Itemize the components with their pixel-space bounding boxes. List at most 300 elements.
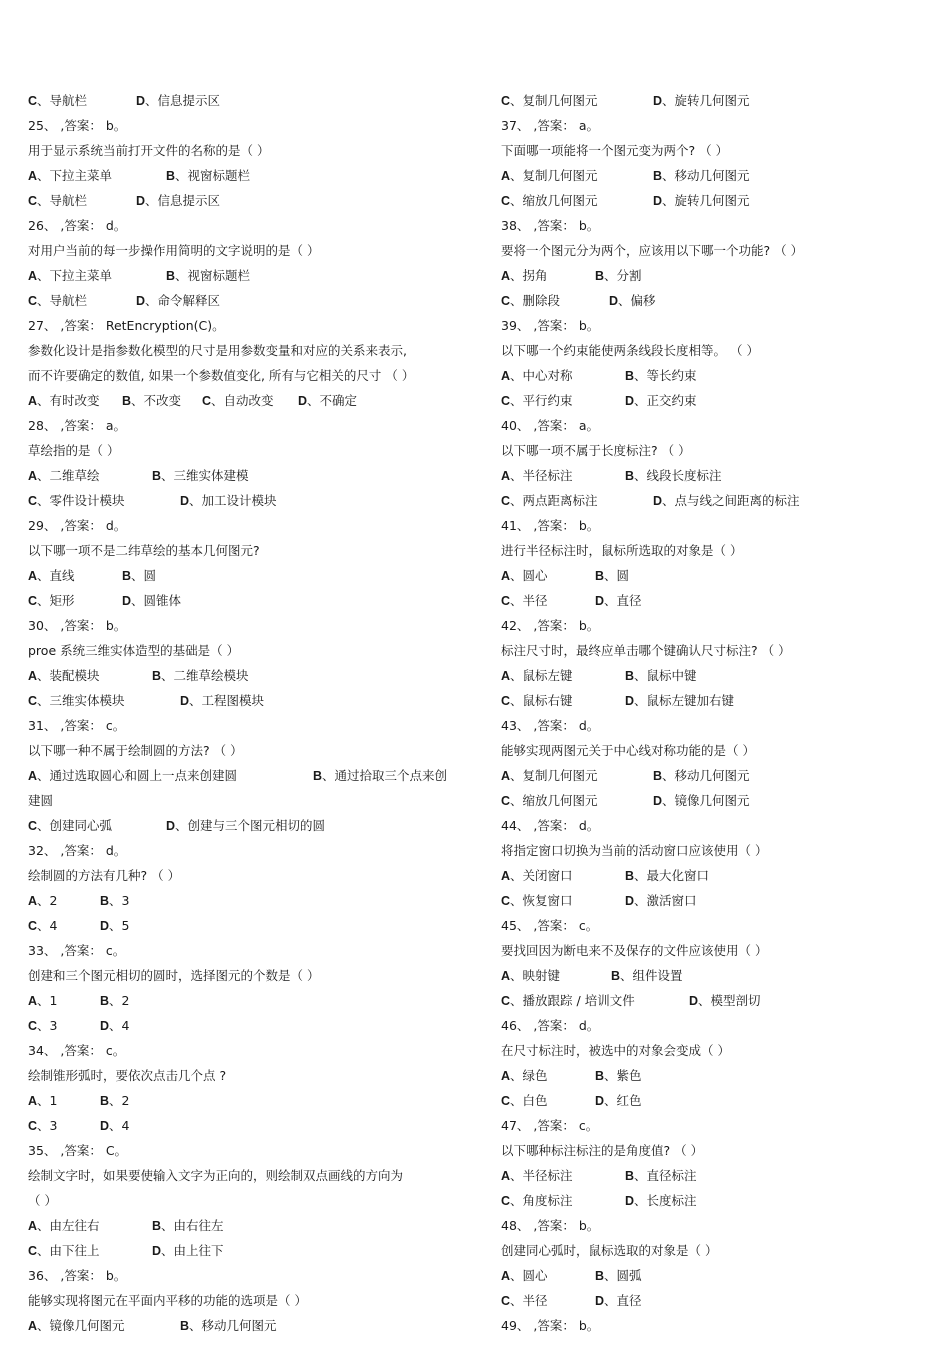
- option-letter: D: [625, 1194, 635, 1208]
- option-letter: B: [653, 169, 663, 183]
- option-item: [180, 488, 277, 514]
- option-letter: C: [501, 394, 511, 408]
- question-text: 进行半径标注时，鼠标所选取的对象是（ ）: [501, 543, 743, 558]
- options-row: [501, 663, 921, 688]
- option-item: [501, 88, 598, 114]
- options-row: [28, 988, 478, 1013]
- option-label: 、移动几何图元: [189, 1318, 277, 1333]
- option-item: [28, 1013, 57, 1039]
- option-letter: C: [28, 294, 38, 308]
- option-letter: D: [595, 1094, 605, 1108]
- options-row: [28, 588, 478, 613]
- options-row: [501, 988, 921, 1013]
- option-item: [152, 663, 249, 689]
- option-item: [180, 1313, 277, 1339]
- option-label: 、鼠标中键: [634, 668, 697, 683]
- options-row: [28, 888, 478, 913]
- question-text: 以下哪一项不是二纬草绘的基本几何图元?: [28, 543, 260, 558]
- option-label: 、偏移: [618, 293, 656, 308]
- option-label: 、由上往下: [161, 1243, 224, 1258]
- option-letter: C: [501, 1094, 511, 1108]
- option-letter: B: [625, 369, 635, 383]
- option-label: 、3: [37, 1018, 58, 1033]
- question-text: 能够实现将图元在平面内平移的功能的选项是（ ）: [28, 1293, 307, 1308]
- answer-line: 26、 ,答案： d。: [28, 218, 127, 233]
- option-label: 、2: [37, 893, 58, 908]
- option-letter: D: [136, 194, 146, 208]
- options-row: [501, 263, 921, 288]
- option-letter: A: [28, 894, 38, 908]
- option-label: 、半径: [510, 1293, 548, 1308]
- option-item: [28, 563, 75, 589]
- option-letter: D: [122, 594, 132, 608]
- options-row: [28, 763, 478, 788]
- options-row: [501, 288, 921, 313]
- option-letter: D: [180, 494, 190, 508]
- options-row: [501, 488, 921, 513]
- options-row: [28, 1238, 478, 1263]
- option-item: [501, 688, 573, 714]
- question-text: （ ）: [28, 1193, 57, 1208]
- option-label: 、半径标注: [510, 1168, 573, 1183]
- option-letter: D: [595, 594, 605, 608]
- option-label: 、不确定: [307, 393, 358, 408]
- option-label: 、导航栏: [37, 193, 88, 208]
- answer-line: 28、 ,答案： a。: [28, 418, 126, 433]
- option-label: 、镜像几何图元: [662, 793, 750, 808]
- option-label: 、镜像几何图元: [37, 1318, 125, 1333]
- option-label: 、模型剖切: [698, 993, 761, 1008]
- answer-line: 48、 ,答案： b。: [501, 1218, 600, 1233]
- option-label: 、三维实体建模: [161, 468, 249, 483]
- question-text: 对用户当前的每一步操作用简明的文字说明的是（ ）: [28, 243, 320, 258]
- option-label: 、正交约束: [634, 393, 697, 408]
- question-text: 以下哪一种不属于绘制圆的方法? （ ）: [28, 743, 243, 758]
- option-label: 、移动几何图元: [662, 168, 750, 183]
- option-label: 、导航栏: [37, 93, 88, 108]
- option-label: 、零件设计模块: [37, 493, 125, 508]
- question-text: 用于显示系统当前打开文件的名称的是（ ）: [28, 143, 270, 158]
- option-item: [28, 488, 125, 514]
- option-letter: D: [100, 1019, 110, 1033]
- option-label: 、点与线之间距离的标注: [662, 493, 800, 508]
- options-row: [501, 1188, 921, 1213]
- options-row: [501, 588, 921, 613]
- option-letter: A: [28, 669, 38, 683]
- options-row: [28, 813, 478, 838]
- answer-line: 33、 ,答案： c。: [28, 943, 126, 958]
- option-letter: C: [28, 819, 38, 833]
- question-text: 参数化设计是指参数化模型的尺寸是用参数变量和对应的关系来表示,: [28, 343, 407, 358]
- option-item: [100, 913, 129, 939]
- question-text: 而不许要确定的数值, 如果一个参数值变化, 所有与它相关的尺寸 （ ）: [28, 368, 415, 383]
- option-label: 、1: [37, 993, 58, 1008]
- option-item: [28, 163, 112, 189]
- options-row: [28, 663, 478, 688]
- option-item: [625, 388, 697, 414]
- option-item: [100, 988, 129, 1014]
- option-label: 、三维实体模块: [37, 693, 125, 708]
- option-item: [501, 1188, 573, 1214]
- question-text: 绘制文字时，如果要使输入文字为正向的，则绘制双点画线的方向为: [28, 1168, 404, 1183]
- option-label: 、圆: [604, 568, 630, 583]
- option-letter: A: [501, 1269, 511, 1283]
- option-letter: C: [28, 494, 38, 508]
- options-row: [28, 188, 478, 213]
- option-item: [653, 163, 750, 189]
- answer-line: 31、 ,答案： c。: [28, 718, 126, 733]
- option-label: 、复制几何图元: [510, 768, 598, 783]
- option-label: 、导航栏: [37, 293, 88, 308]
- option-letter: B: [122, 394, 132, 408]
- option-letter: A: [501, 669, 511, 683]
- option-item: [28, 988, 57, 1014]
- answer-line: 43、 ,答案： d。: [501, 718, 600, 733]
- option-letter: C: [28, 1244, 38, 1258]
- answer-line: 40、 ,答案： a。: [501, 418, 599, 433]
- option-item: [501, 1163, 573, 1189]
- option-letter: A: [501, 1169, 511, 1183]
- question-text: 将指定窗口切换为当前的活动窗口应该使用（ ）: [501, 843, 768, 858]
- answer-line: 45、 ,答案： c。: [501, 918, 599, 933]
- option-label: 、1: [37, 1093, 58, 1108]
- option-item: [122, 388, 181, 414]
- options-row: [28, 1213, 478, 1238]
- option-item: [609, 288, 656, 314]
- option-letter: A: [28, 269, 38, 283]
- question-text: 要找回因为断电来不及保存的文件应该使用（ ）: [501, 943, 768, 958]
- option-item: [595, 1063, 642, 1089]
- option-label: 、创建同心弧: [37, 818, 113, 833]
- option-letter: D: [609, 294, 619, 308]
- option-label: 、移动几何图元: [662, 768, 750, 783]
- option-item: [653, 788, 750, 814]
- option-letter: D: [595, 1294, 605, 1308]
- answer-line: 32、 ,答案： d。: [28, 843, 127, 858]
- option-letter: C: [28, 594, 38, 608]
- option-label: 、4: [37, 918, 58, 933]
- options-row: [501, 888, 921, 913]
- option-item: [595, 1263, 642, 1289]
- answer-line: 39、 ,答案： b。: [501, 318, 600, 333]
- option-item: [28, 588, 75, 614]
- option-label: 、信息提示区: [145, 93, 221, 108]
- option-item: [136, 288, 220, 314]
- option-label: 、命令解释区: [145, 293, 221, 308]
- option-item: [28, 913, 57, 939]
- option-item: [501, 888, 573, 914]
- answer-line: 37、 ,答案： a。: [501, 118, 599, 133]
- option-letter: C: [28, 1019, 38, 1033]
- option-item: [28, 1238, 100, 1264]
- option-letter: B: [152, 1219, 162, 1233]
- option-label: 、删除段: [510, 293, 561, 308]
- option-letter: D: [100, 1119, 110, 1133]
- option-item: [625, 888, 697, 914]
- option-item: [28, 463, 100, 489]
- option-letter: C: [501, 894, 511, 908]
- option-label: 、关闭窗口: [510, 868, 573, 883]
- option-letter: B: [100, 994, 110, 1008]
- option-item: [28, 888, 57, 914]
- option-label: 、旋转几何图元: [662, 193, 750, 208]
- option-label: 、映射键: [510, 968, 561, 983]
- option-label: 、角度标注: [510, 1193, 573, 1208]
- option-letter: D: [653, 94, 663, 108]
- option-letter: A: [501, 869, 511, 883]
- options-row: [501, 188, 921, 213]
- option-item: [501, 1288, 548, 1314]
- option-letter: B: [595, 1269, 605, 1283]
- option-label: 、绿色: [510, 1068, 548, 1083]
- option-item: [166, 813, 325, 839]
- option-item: [595, 588, 642, 614]
- options-row: [28, 913, 478, 938]
- option-item: [625, 363, 697, 389]
- option-item: [501, 388, 573, 414]
- option-letter: D: [653, 194, 663, 208]
- option-letter: B: [100, 894, 110, 908]
- options-row: [501, 1263, 921, 1288]
- option-letter: B: [100, 1094, 110, 1108]
- option-label: 、2: [109, 993, 130, 1008]
- option-item: [501, 188, 598, 214]
- option-letter: D: [152, 1244, 162, 1258]
- option-label: 、紫色: [604, 1068, 642, 1083]
- option-label: 、中心对称: [510, 368, 573, 383]
- option-label: 、信息提示区: [145, 193, 221, 208]
- options-row: [28, 88, 478, 113]
- option-label: 、圆弧: [604, 1268, 642, 1283]
- option-letter: C: [501, 94, 511, 108]
- answer-line: 46、 ,答案： d。: [501, 1018, 600, 1033]
- option-letter: C: [28, 694, 38, 708]
- option-item: [595, 563, 629, 589]
- option-letter: A: [28, 1219, 38, 1233]
- option-letter: C: [28, 1119, 38, 1133]
- option-letter: A: [501, 769, 511, 783]
- options-row: [501, 963, 921, 988]
- option-label: 、4: [109, 1018, 130, 1033]
- option-label: 、复制几何图元: [510, 168, 598, 183]
- option-letter: B: [611, 969, 621, 983]
- option-label: 、鼠标左键: [510, 668, 573, 683]
- option-letter: C: [28, 94, 38, 108]
- option-label: 、下拉主菜单: [37, 168, 113, 183]
- option-label: 、通过拾取三个点来创: [322, 768, 448, 783]
- option-letter: A: [501, 269, 511, 283]
- option-label: 、旋转几何图元: [662, 93, 750, 108]
- answer-line: 44、 ,答案： d。: [501, 818, 600, 833]
- options-row: [28, 1013, 478, 1038]
- option-label: 、装配模块: [37, 668, 100, 683]
- option-label: 、由下往上: [37, 1243, 100, 1258]
- option-letter: C: [501, 1194, 511, 1208]
- option-item: [689, 988, 761, 1014]
- answer-line: 49、 ,答案： b。: [501, 1318, 600, 1333]
- option-label: 、平行约束: [510, 393, 573, 408]
- option-letter: B: [595, 569, 605, 583]
- option-letter: C: [28, 919, 38, 933]
- option-letter: C: [501, 994, 511, 1008]
- options-row: [501, 1063, 921, 1088]
- option-label: 、鼠标右键: [510, 693, 573, 708]
- option-label: 、下拉主菜单: [37, 268, 113, 283]
- option-letter: A: [501, 569, 511, 583]
- option-item: [595, 1288, 642, 1314]
- option-letter: C: [501, 194, 511, 208]
- option-letter: D: [166, 819, 176, 833]
- option-item: [501, 788, 598, 814]
- option-label: 、红色: [604, 1093, 642, 1108]
- option-item: [28, 288, 87, 314]
- option-letter: B: [595, 1069, 605, 1083]
- option-label: 、5: [109, 918, 130, 933]
- option-letter: C: [28, 194, 38, 208]
- option-item: [625, 1188, 697, 1214]
- option-item: [100, 1013, 129, 1039]
- answer-line: 38、 ,答案： b。: [501, 218, 600, 233]
- option-label: 、3: [109, 893, 130, 908]
- options-row: [501, 363, 921, 388]
- option-label: 、有时改变: [37, 393, 100, 408]
- option-letter: A: [28, 569, 38, 583]
- option-label: 、4: [109, 1118, 130, 1133]
- options-row: [28, 1313, 478, 1338]
- left-column: [28, 88, 478, 1338]
- option-label: 、2: [109, 1093, 130, 1108]
- option-item: [501, 663, 573, 689]
- option-item: [152, 1213, 224, 1239]
- option-letter: D: [689, 994, 699, 1008]
- option-item: [625, 863, 709, 889]
- options-row: [501, 563, 921, 588]
- option-letter: B: [122, 569, 132, 583]
- option-letter: D: [653, 794, 663, 808]
- options-row: [28, 563, 478, 588]
- option-letter: A: [501, 369, 511, 383]
- option-letter: A: [501, 169, 511, 183]
- option-label: 、半径标注: [510, 468, 573, 483]
- option-label: 、自动改变: [211, 393, 274, 408]
- option-letter: C: [501, 594, 511, 608]
- option-label: 、激活窗口: [634, 893, 697, 908]
- option-item: [313, 763, 447, 789]
- option-item: [100, 888, 129, 914]
- option-item: [501, 488, 598, 514]
- question-text: 能够实现两图元关于中心线对称功能的是（ ）: [501, 743, 755, 758]
- option-item: [100, 1113, 129, 1139]
- option-letter: D: [100, 919, 110, 933]
- option-letter: A: [501, 1069, 511, 1083]
- option-item: [152, 463, 249, 489]
- answer-line: 30、 ,答案： b。: [28, 618, 127, 633]
- option-letter: B: [625, 669, 635, 683]
- option-letter: B: [625, 1169, 635, 1183]
- option-label: 、鼠标左键加右键: [634, 693, 735, 708]
- options-row: [501, 1163, 921, 1188]
- option-label: 、半径: [510, 593, 548, 608]
- option-letter: B: [313, 769, 323, 783]
- option-label: 、播放跟踪 / 培训文件: [510, 993, 635, 1008]
- option-letter: C: [202, 394, 212, 408]
- option-letter: A: [28, 769, 38, 783]
- right-column: [501, 88, 921, 1338]
- option-item: [501, 563, 548, 589]
- options-row: [501, 863, 921, 888]
- options-row: [501, 88, 921, 113]
- option-label: 、分割: [604, 268, 642, 283]
- option-item: [28, 88, 87, 114]
- options-row: [501, 1088, 921, 1113]
- option-letter: A: [28, 469, 38, 483]
- option-item: [28, 1213, 100, 1239]
- answer-line: 41、 ,答案： b。: [501, 518, 600, 533]
- options-row: [28, 463, 478, 488]
- question-text: 草绘指的是（ ）: [28, 443, 120, 458]
- question-text: 下面哪一项能将一个图元变为两个? （ ）: [501, 143, 729, 158]
- option-item: [625, 663, 697, 689]
- option-letter: A: [28, 394, 38, 408]
- options-row: [501, 463, 921, 488]
- option-label: 、组件设置: [620, 968, 683, 983]
- option-item: [501, 463, 573, 489]
- option-item: [28, 1113, 57, 1139]
- option-label: 、加工设计模块: [189, 493, 277, 508]
- option-item: [501, 1263, 548, 1289]
- option-item: [180, 688, 264, 714]
- answer-line: 25、 ,答案： b。: [28, 118, 127, 133]
- option-letter: B: [166, 169, 176, 183]
- option-item: [625, 1163, 697, 1189]
- option-label: 、由左往右: [37, 1218, 100, 1233]
- option-item: [136, 188, 220, 214]
- option-item: [28, 1313, 125, 1339]
- option-letter: D: [136, 94, 146, 108]
- option-item: [501, 988, 635, 1014]
- option-item: [122, 563, 156, 589]
- option-label: 、缩放几何图元: [510, 793, 598, 808]
- option-item: [136, 88, 220, 114]
- option-label: 、直线: [37, 568, 75, 583]
- option-letter: C: [501, 794, 511, 808]
- question-text: 创建同心弧时，鼠标选取的对象是（ ）: [501, 1243, 718, 1258]
- option-label: 、线段长度标注: [634, 468, 722, 483]
- option-item: [653, 488, 800, 514]
- option-item: [202, 388, 274, 414]
- question-text: proe 系统三维实体造型的基础是（ ）: [28, 643, 240, 658]
- option-label: 、不改变: [131, 393, 182, 408]
- option-letter: D: [625, 394, 635, 408]
- option-letter: B: [595, 269, 605, 283]
- option-letter: C: [501, 294, 511, 308]
- option-item: [611, 963, 683, 989]
- options-row: [501, 163, 921, 188]
- option-item: [166, 163, 250, 189]
- option-label: 、两点距离标注: [510, 493, 598, 508]
- option-item: [501, 1063, 548, 1089]
- option-label: 、圆: [131, 568, 157, 583]
- option-item: [501, 263, 548, 289]
- options-row: [501, 1288, 921, 1313]
- option-item: [625, 688, 734, 714]
- question-text: 以下哪一项不属于长度标注? （ ）: [501, 443, 691, 458]
- options-row: [28, 1113, 478, 1138]
- option-item: [625, 463, 722, 489]
- option-label: 、缩放几何图元: [510, 193, 598, 208]
- option-label: 、3: [37, 1118, 58, 1133]
- option-letter: B: [152, 669, 162, 683]
